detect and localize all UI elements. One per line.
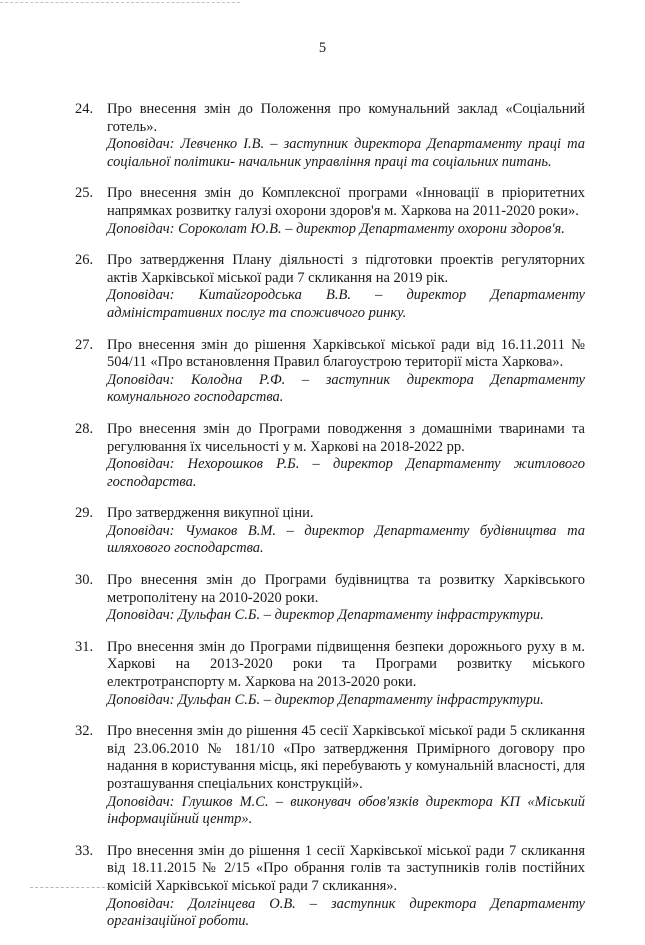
item-number: 30. xyxy=(75,572,94,589)
item-title: Про внесення змін до Програми поводження з домашніми тваринами та регулювання їх чисельності у м. Харкові на 2018-2022 рр. xyxy=(107,420,585,455)
agenda-item xyxy=(75,185,585,238)
item-speaker: Доповідач: Колодна Р.Ф. – заступник директора Департаменту комунального господарства. xyxy=(107,371,585,406)
item-speaker: Доповідач: Сороколат Ю.В. – директор Департаменту охорони здоров'я. xyxy=(107,220,565,237)
agenda-item xyxy=(75,843,585,931)
item-number: 24. xyxy=(75,101,94,117)
item-body xyxy=(107,505,585,558)
item-speaker: Доповідач: Чумаков В.М. – директор Департаменту будівництва та шляхового господарства. xyxy=(107,522,585,557)
item-speaker: Доповідач: Левченко І.В. – заступник директора Департаменту праці та соціальної політики- начальник управління праці та соціальних питань. xyxy=(107,136,585,170)
item-title: Про затвердження викупної ціни. xyxy=(107,505,314,522)
item-title: Про внесення змін до рішення 1 сесії Харківської міської ради 7 скликання від 18.11.2015 № 2/15 «Про обрання голів та заступників голів постійних комісій Харківської міської ради 7 скликання». xyxy=(107,842,585,894)
item-body xyxy=(107,572,585,625)
item-body xyxy=(107,639,585,709)
item-number: 27. xyxy=(75,336,94,353)
item-body xyxy=(107,101,585,171)
item-title: Про затвердження Плану діяльності з підготовки проектів регуляторних актів Харківської міської ради 7 скликання на 2019 рік. xyxy=(107,252,585,286)
item-title: Про внесення змін до рішення Харківської міської ради від 16.11.2011 № 504/11 «Про встановлення Правил благоустрою території міста Харкова». xyxy=(107,336,585,371)
item-body xyxy=(107,843,585,931)
item-title: Про внесення змін до Програми підвищення безпеки дорожнього руху в м. Харкові на 2013-2020 роки та Програми розвитку міського електротранспорту м. Харкова на 2013-2020 роки. xyxy=(107,638,585,691)
item-body xyxy=(107,421,585,491)
item-number: 25. xyxy=(75,185,94,202)
agenda-item xyxy=(75,572,585,625)
item-speaker: Доповідач: Глушков М.С. – виконувач обов'язків директора КП «Міський інформаційний центр». xyxy=(107,793,585,828)
item-number: 28. xyxy=(75,420,94,437)
item-number: 33. xyxy=(75,842,94,859)
item-body xyxy=(107,185,585,238)
item-number: 26. xyxy=(75,252,94,269)
item-body xyxy=(107,252,585,322)
item-speaker: Доповідач: Дульфан С.Б. – директор Департаменту інфраструктури. xyxy=(107,607,544,624)
agenda-list xyxy=(75,101,585,945)
item-title: Про внесення змін до Комплексної програми «Інновації в пріоритетних напрямках розвитку галузі охорони здоров'я м. Харкова на 2011-2020 роки». xyxy=(107,185,585,219)
agenda-item xyxy=(75,505,585,558)
item-speaker: Доповідач: Долгінцева О.В. – заступник директора Департаменту організаційної роботи. xyxy=(107,895,585,930)
scan-edge-bottom xyxy=(30,887,110,888)
agenda-item xyxy=(75,723,585,829)
item-speaker: Доповідач: Китайгородська В.В. – директор Департаменту адміністративних послуг та споживчого ринку. xyxy=(107,287,585,321)
item-speaker: Доповідач: Нехорошков Р.Б. – директор Департаменту житлового господарства. xyxy=(107,456,585,490)
item-body xyxy=(107,337,585,407)
item-body xyxy=(107,723,585,829)
item-title: Про внесення змін до Положення про комунальний заклад «Соціальний готель». xyxy=(107,101,585,135)
item-title: Про внесення змін до Програми будівництва та розвитку Харківського метрополітену на 2010-2020 роки. xyxy=(107,572,585,606)
item-title: Про внесення змін до рішення 45 сесії Харківської міської ради 5 скликання від 23.06.2010 № 181/10 «Про затвердження Примірного договору про надання в користування місць, які перебувають у комунальній власності, для розташування спеціальних конструкцій». xyxy=(107,723,585,792)
agenda-item xyxy=(75,639,585,709)
item-speaker: Доповідач: Дульфан С.Б. – директор Департаменту інфраструктури. xyxy=(107,691,544,708)
agenda-item xyxy=(75,252,585,322)
agenda-item xyxy=(75,421,585,491)
item-number: 29. xyxy=(75,505,94,522)
item-number: 31. xyxy=(75,638,94,655)
page-number: 5 xyxy=(318,40,327,56)
agenda-item xyxy=(75,337,585,407)
agenda-item xyxy=(75,101,585,171)
item-number: 32. xyxy=(75,723,94,740)
scan-edge-top xyxy=(0,2,240,3)
